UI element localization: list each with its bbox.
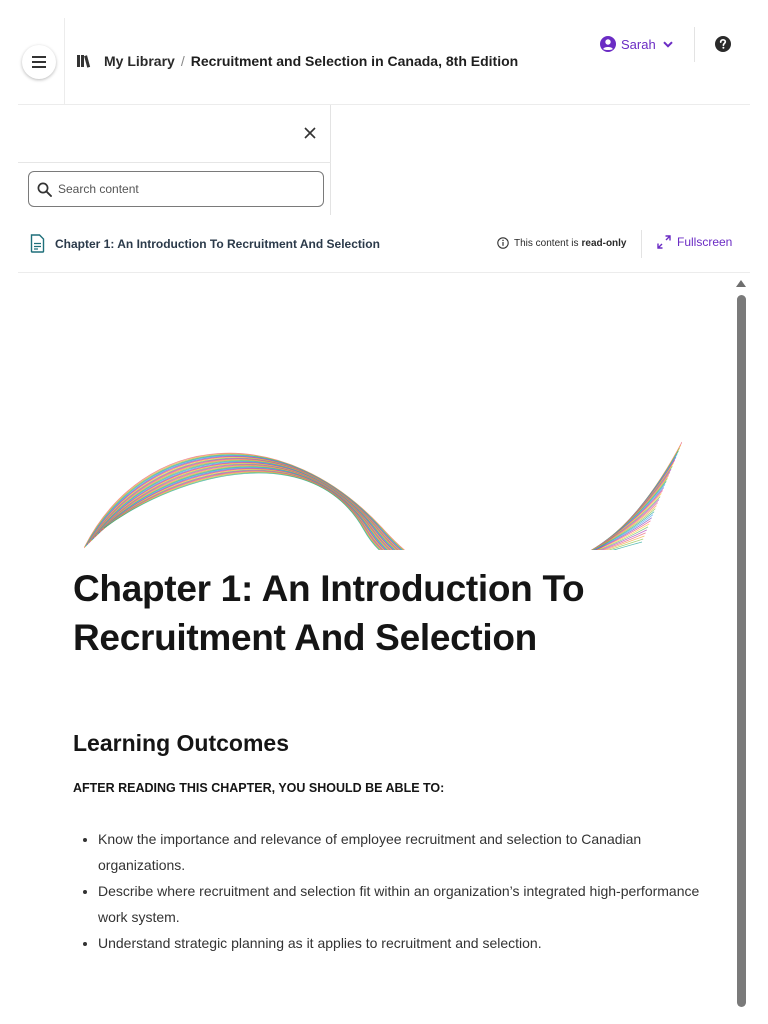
top-header xyxy=(18,18,750,105)
panel-divider xyxy=(18,162,331,163)
menu-icon xyxy=(32,56,46,68)
readonly-emphasis: read-only xyxy=(581,237,627,249)
learning-outcomes-heading: Learning Outcomes xyxy=(73,730,289,756)
expand-icon xyxy=(657,235,671,249)
breadcrumb-book-title: Recruitment and Selection in Canada, 8th Edition xyxy=(190,53,519,69)
search-field[interactable] xyxy=(28,171,324,207)
user-menu-button[interactable] xyxy=(600,36,678,52)
header-divider-right xyxy=(694,27,695,62)
chevron-down-icon xyxy=(663,41,673,48)
list-item: • Know the importance and relevance of employee recruitment and selection to Canadian organizations. xyxy=(98,826,708,878)
help-icon[interactable] xyxy=(715,36,731,52)
library-icon xyxy=(76,53,92,69)
content-side-panel xyxy=(18,105,331,215)
breadcrumb-separator: / xyxy=(180,53,185,69)
wave-line xyxy=(98,467,654,550)
chapter-title: Chapter 1: An Introduction To Recruitment And Selection xyxy=(73,568,585,658)
scroll-up-arrow[interactable] xyxy=(736,280,746,287)
list-item: • Understand strategic planning as it applies to recruitment and selection. xyxy=(98,930,708,956)
fullscreen-label: Fullscreen xyxy=(677,235,733,249)
learning-outcomes-list xyxy=(98,826,708,956)
learning-outcomes-intro: AFTER READING THIS CHAPTER, YOU SHOULD BE ABLE TO: xyxy=(73,781,445,795)
readonly-notice xyxy=(497,237,627,249)
fullscreen-button[interactable] xyxy=(657,235,732,249)
chapter-bar-divider xyxy=(641,230,642,258)
chapter-bar xyxy=(18,215,750,273)
header-divider xyxy=(64,18,65,105)
menu-button[interactable] xyxy=(22,45,56,79)
breadcrumb-my-library[interactable]: My Library xyxy=(104,53,175,69)
chapter-link[interactable]: Chapter 1: An Introduction To Recruitment And Selection xyxy=(55,237,380,251)
scrollbar-thumb[interactable] xyxy=(737,295,746,1007)
search-input[interactable] xyxy=(58,182,298,196)
wave-line xyxy=(97,466,655,550)
user-name: Sarah xyxy=(621,36,656,52)
document-icon xyxy=(30,234,45,253)
reader-content xyxy=(18,274,732,1024)
close-icon[interactable] xyxy=(302,125,318,141)
search-icon xyxy=(37,182,52,197)
readonly-text: This content is xyxy=(514,237,579,249)
info-icon xyxy=(497,237,509,249)
breadcrumb xyxy=(76,53,518,69)
user-circle-icon xyxy=(600,36,616,52)
decorative-wave-banner xyxy=(84,440,682,550)
list-item: • Describe where recruitment and selection fit within an organization’s integrated high-performance work system. xyxy=(98,878,708,930)
